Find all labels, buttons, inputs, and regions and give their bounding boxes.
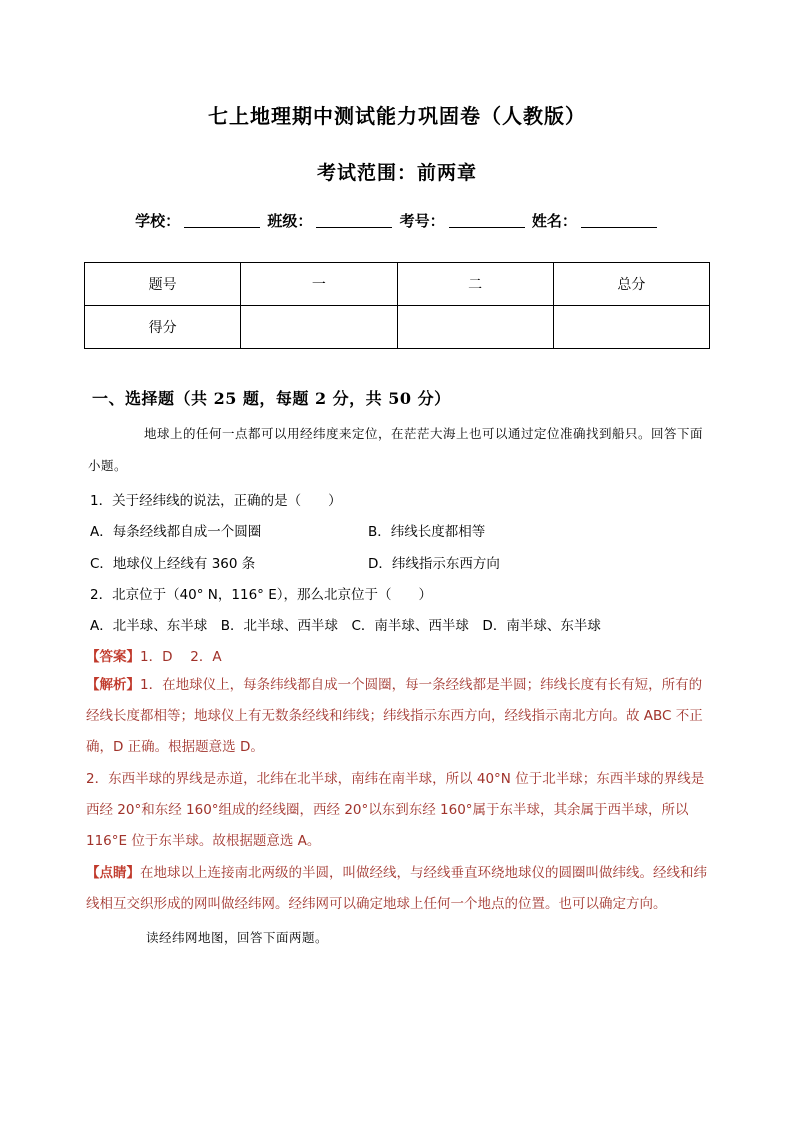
pointer-tag: 【点睛】 (86, 865, 140, 881)
question-1-option-a: A．每条经线都自成一个圆圈 (90, 524, 262, 540)
section-heading: 一、选择题（共 25 题，每题 2 分，共 50 分） (92, 389, 451, 408)
intro-paragraph: 地球上的任何一点都可以用经纬度来定位，在茫茫大海上也可以通过定位准确找到船只。回答下面小题。 (88, 426, 704, 473)
page-subtitle: 考试范围：前两章 (316, 162, 477, 184)
question-2-stem: 2．北京位于（40° N，116° E），那么北京位于（ ） (90, 587, 432, 603)
score-row-label: 得分 (85, 306, 241, 349)
number-label: 考号： (399, 212, 445, 230)
pointer-text: 在地球以上连接南北两级的半圆，叫做经线，与经线垂直环绕地球仪的圆圈叫做纬线。经线和纬线相互交织形成的网叫做经纬网。经纬网可以确定地球上任何一个地点的位置。也可以确定方向。 (86, 865, 707, 912)
score-header-cell: 二 (397, 263, 553, 306)
school-blank[interactable] (184, 213, 260, 228)
answer-text: 1．D 2．A (140, 649, 222, 665)
intro-paragraph-2: 读经纬网地图，回答下面两题。 (146, 930, 329, 945)
score-cell[interactable] (553, 306, 709, 349)
score-cell[interactable] (241, 306, 397, 349)
class-blank[interactable] (316, 213, 392, 228)
class-label: 班级： (267, 212, 313, 230)
score-table (84, 262, 710, 349)
page-title: 七上地理期中测试能力巩固卷（人教版） (208, 104, 586, 128)
pointer-paragraph (86, 858, 710, 920)
student-info-line (0, 210, 794, 231)
number-blank[interactable] (449, 213, 525, 228)
score-table-row (85, 306, 710, 349)
name-label: 姓名： (531, 212, 577, 230)
score-cell[interactable] (397, 306, 553, 349)
score-header-cell: 总分 (553, 263, 709, 306)
question-1-option-c: C．地球仪上经线有 360 条 (90, 556, 256, 572)
score-header-cell: 一 (241, 263, 397, 306)
question-1-option-b: B．纬线长度都相等 (368, 524, 486, 540)
analysis-paragraph-1 (86, 670, 710, 763)
question-2-options: A．北半球、东半球 B．北半球、西半球 C．南半球、西半球 D．南半球、东半球 (90, 618, 601, 634)
score-table-header-row (85, 263, 710, 306)
answer-line (86, 645, 222, 665)
analysis-paragraph-2: 2．东西半球的界线是赤道，北纬在北半球，南纬在南半球，所以 40°N 位于北半球；东西半球的界线是西经 20°和东经 160°组成的经线圈，西经 20°以东到东经 160°属于东半球，其余属于西半球，所以 116°E 位于东半球。故根据题意选 A。 (86, 771, 705, 849)
question-1-stem: 1．关于经纬线的说法，正确的是（ ） (90, 493, 342, 509)
analysis-text-1: 1．在地球仪上，每条纬线都自成一个圆圈，每一条经线都是半圆；纬线长度有长有短，所有的经线长度都相等；地球仪上有无数条经线和纬线；纬线指示东西方向，经线指示南北方向。故 ABC 不正确，D 正确。根据题意选 D。 (86, 677, 703, 755)
answer-tag: 【答案】 (86, 649, 140, 665)
school-label: 学校： (135, 212, 181, 230)
question-1-option-d: D．纬线指示东西方向 (368, 556, 500, 572)
analysis-tag: 【解析】 (86, 677, 140, 693)
score-header-cell: 题号 (85, 263, 241, 306)
name-blank[interactable] (581, 213, 657, 228)
